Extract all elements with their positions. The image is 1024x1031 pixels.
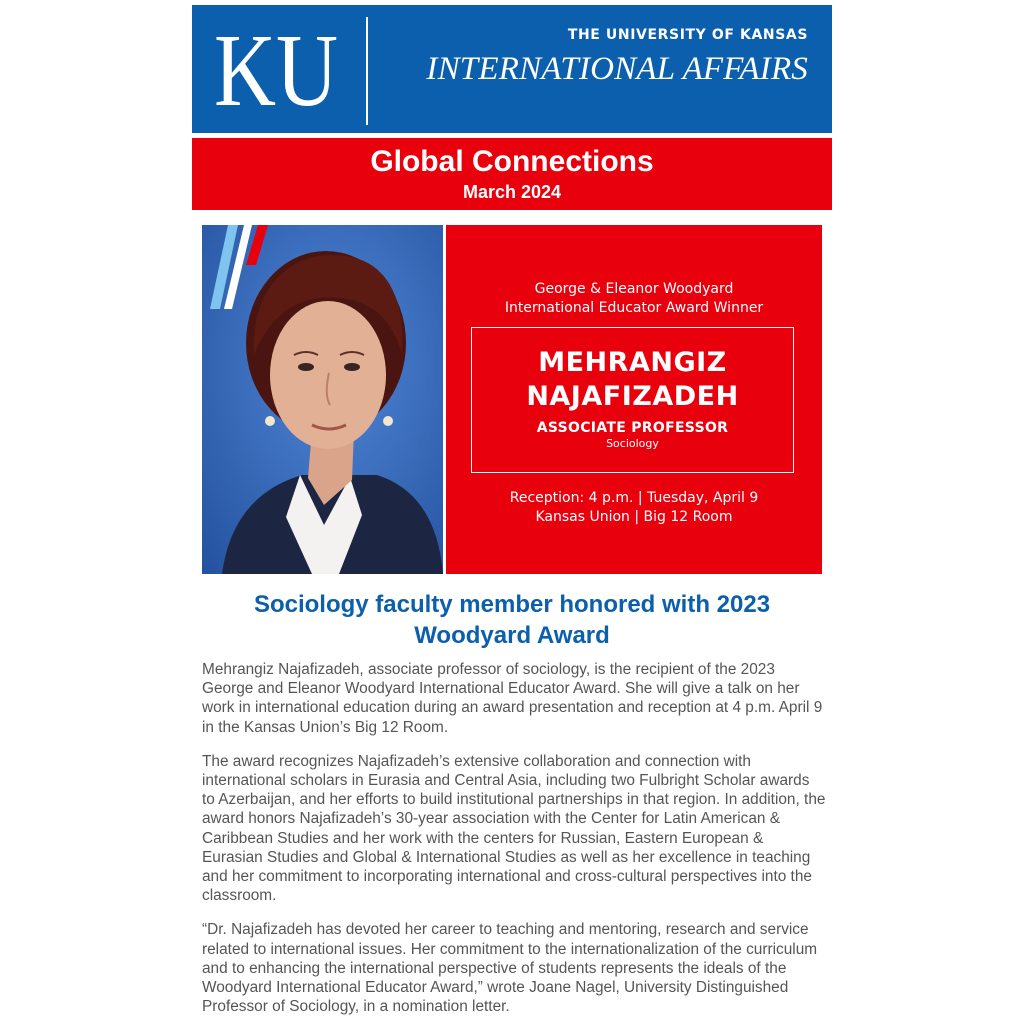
- issue-date: March 2024: [462, 182, 562, 202]
- header-banner[interactable]: [192, 5, 832, 133]
- header-divider: [366, 17, 368, 125]
- ku-logo-icon[interactable]: [214, 13, 344, 128]
- article-paragraph: Mehrangiz Najafizadeh, associate professor of sociology, is the recipient of the 2023 George and Eleanor Woodyard International Educator Award. She will give a talk on her work in international education during an award presentation and reception at 4 p.m. April 9 in the Kansas Union’s Big 12 Room.: [202, 661, 823, 736]
- article-paragraph: The award recognizes Najafizadeh’s extensive collaboration and connection with international scholars in Eurasia and Central Asia, including two Fulbright Scholar awards to Azerbaijan, and her efforts to build institutional partnerships in that region. In addition, the award honors Najafizadeh’s 30-year association with the Center for Latin American & Caribbean Studies and her work with the centers for Russian, Eastern European & Eurasian Studies and Global & International Studies as well as her excellence in teaching and her commitment to incorporating international and cross-cultural perspectives into the classroom.: [202, 752, 826, 905]
- honoree-title: ASSOCIATE PROFESSOR: [536, 420, 729, 436]
- portrait-illustration-icon: [202, 225, 443, 574]
- reception-time: Reception: 4 p.m. | Tuesday, April 9: [509, 490, 759, 506]
- university-name: THE UNIVERSITY OF KANSAS: [567, 27, 808, 43]
- award-name: George & Eleanor Woodyard: [534, 281, 734, 297]
- article-paragraph: “Dr. Najafizadeh has devoted her career to teaching and mentoring, research and service related to international issues. Her commitment to the internationalization of the curriculum and to enhancing the international perspective of students represents the ideals of the Woodyard International Educator Award,” wrote Joane Nagel, University Distinguished Professor of Sociology, in a nomination letter.: [202, 921, 818, 1016]
- portrait-photo: [202, 225, 443, 574]
- honoree-box: [471, 327, 794, 473]
- svg-text:KU: KU: [214, 13, 338, 128]
- feature-image[interactable]: [202, 225, 822, 574]
- award-subtitle: International Educator Award Winner: [504, 300, 764, 316]
- honoree-first-name: MEHRANGIZ: [538, 347, 727, 378]
- honoree-last-name: NAJAFIZADEH: [526, 381, 739, 412]
- newsletter-title-bar: [192, 138, 832, 210]
- newsletter-title: Global Connections: [370, 145, 654, 178]
- unit-name: INTERNATIONAL AFFAIRS: [426, 51, 808, 87]
- article-body: [202, 660, 826, 1031]
- award-panel: [446, 225, 822, 574]
- article-headline[interactable]: Sociology faculty member honored with 2023 Woodyard Award: [253, 591, 771, 649]
- honoree-department: Sociology: [606, 437, 659, 450]
- reception-location: Kansas Union | Big 12 Room: [535, 509, 733, 525]
